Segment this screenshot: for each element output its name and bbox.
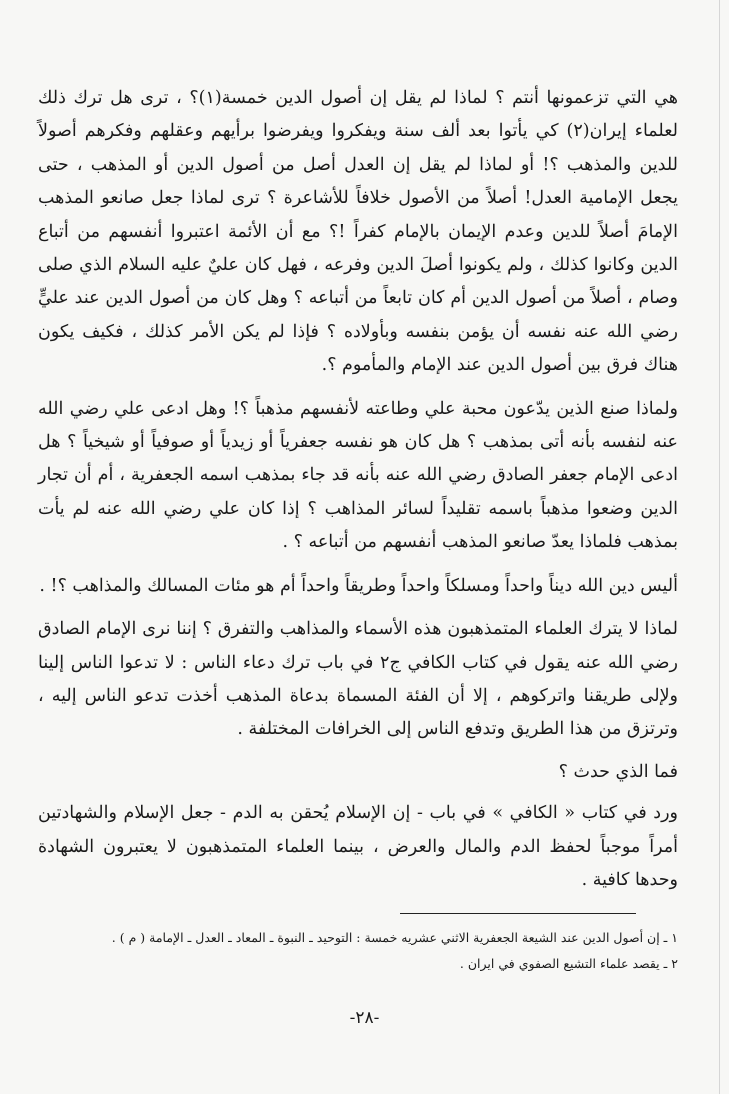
paragraph-2: ولماذا صنع الذين يدّعون محبة علي وطاعته لأنفسهم مذهباً ؟! وهل ادعى علي رضي الله عنه لنفسه بأنه أتى بمذهب ؟ هل كان هو نفسه جعفرياً أو زيدياً أو صوفياً أو شيخياً ؟ هل ادعى الإمام جعفر الصادق رضي الله عنه بأنه قد جاء بمذهب اسمه الجعفرية ، أم أن تجار الدين وضعوا مذهباً باسمه تقليداً لسائر المذاهب ؟ إذا كان علي رضي الله عنه لم يأت بمذهب فلماذا يعدّ صانعو المذهب أنفسهم من أتباعه ؟ . xyxy=(38,398,678,553)
main-text xyxy=(38,82,678,897)
paragraph-5: فما الذي حدث ؟ xyxy=(558,761,678,782)
footnote-separator xyxy=(400,913,636,914)
paragraph-3: أليس دين الله ديناً واحداً ومسلكاً واحداً وطريقاً واحداً أم هو مئات المسالك والمذاهب ؟! . xyxy=(39,575,678,596)
footnote-2: ٢ ـ يقصد علماء التشيع الصفوي في ايران . xyxy=(459,956,678,971)
footnote-1: ١ ـ إن أصول الدين عند الشيعة الجعفرية الاثني عشريه خمسة : التوحيد ـ النبوة ـ المعاد ـ العدل ـ الإمامة ( م ) . xyxy=(111,930,678,945)
paragraph-1: هي التي تزعمونها أنتم ؟ لماذا لم يقل إن أصول الدين خمسة(١)؟ ، ترى هل ترك ذلك لعلماء إيران(٢) كي يأتوا بعد ألف سنة ويفكروا ويفرضوا برأيهم وعقلهم وفكرهم أصولاً للدين والمذهب ؟! أو لماذا لم يقل إن العدل أصل من أصول الدين أو المذهب ، حتى يجعل الإمامية العدل! أصلاً من الأصول خلافاً للأشاعرة ؟ ترى لماذا جعل صانعو المذهب الإمامَ أصلاً للدين وعدم الإيمان بالإمام كفراً !؟ مع أن الأئمة اعتبروا أنفسهم من أتباع الدين وكانوا كذلك ، ولم يكونوا أصلَ الدين وفرعه ، فهل كان عليٌ عليه السلام الذي صلى وصام ، أصلاً من أصول الدين أم كان تابعاً من أتباعه ؟ وهل كان من أصول الدين عند عليٍّ رضي الله عنه نفسه أن يؤمن بنفسه وبأولاده ؟ فإذا لم يكن الأمر كذلك ، فكيف يكون هناك فرق بين أصول الدين عند الإمام والمأموم ؟. xyxy=(38,88,678,376)
footnotes xyxy=(38,925,678,977)
paragraph-4: لماذا لا يترك العلماء المتمذهبون هذه الأسماء والمذاهب والتفرق ؟ إننا نرى الإمام الصادق رضي الله عنه يقول في كتاب الكافي ج٢ في باب ترك دعاء الناس : لا تدعوا الناس إلينا ولإلى طريقنا واتركوهم ، إلا أن الفئة المسماة بدعاة المذهب أخذت تدعو الناس إليه ، وترتزق من هذا الطريق وتدفع الناس إلى الخرافات المختلفة . xyxy=(38,619,678,740)
page-number: -٢٨- xyxy=(349,1008,380,1028)
page-edge-divider xyxy=(719,0,720,1094)
paragraph-6: ورد في كتاب « الكافي » في باب - إن الإسلام يُحقن به الدم - جعل الإسلام والشهادتين أمراً موجباً لحفظ الدم والمال والعرض ، بينما العلماء المتمذهبون لا يعتبرون الشهادة وحدها كافية . xyxy=(38,803,678,890)
